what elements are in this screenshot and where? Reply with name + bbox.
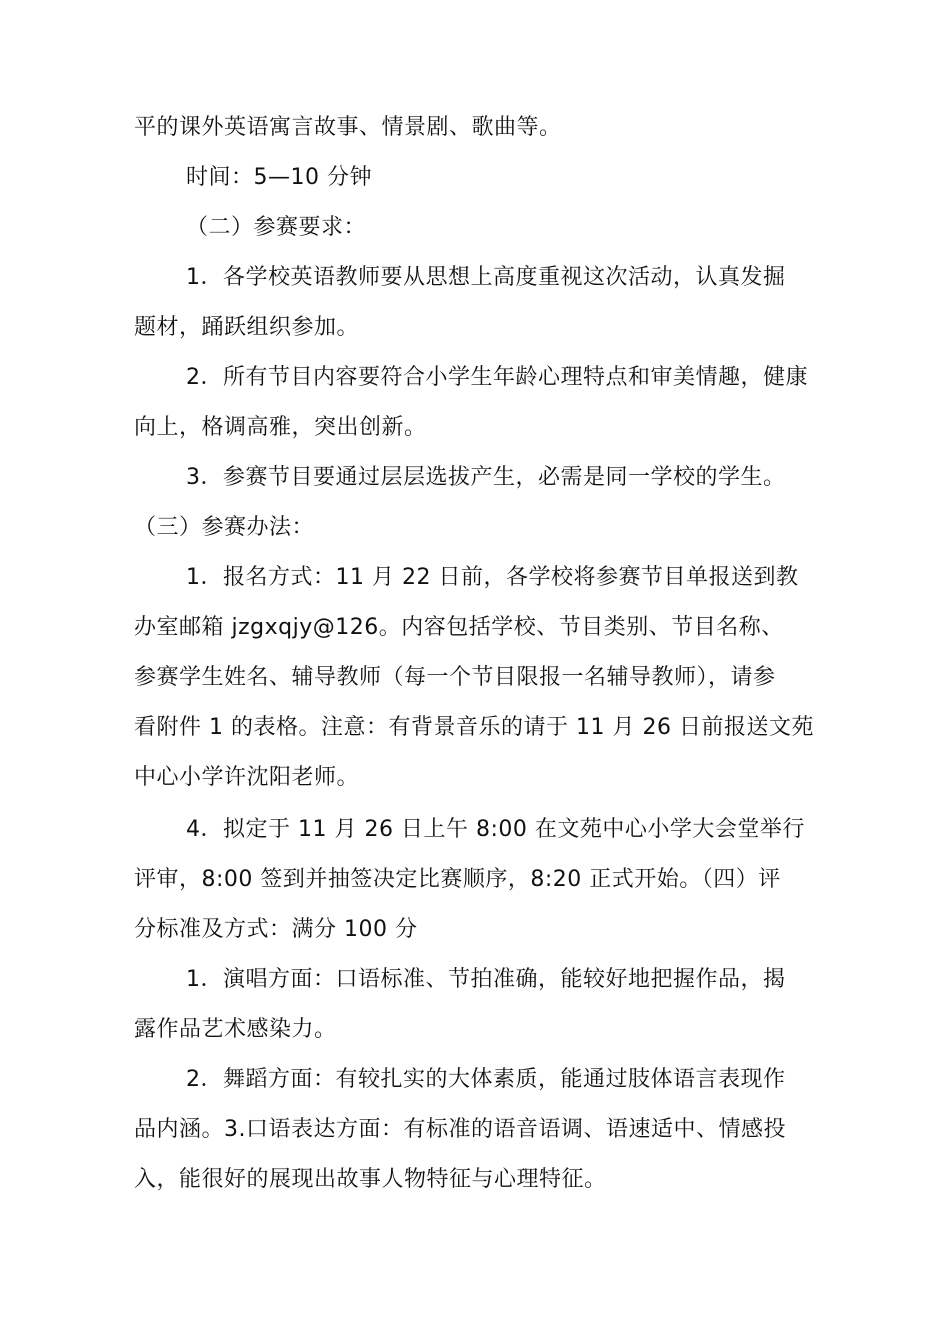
paragraph-line: 露作品艺术感染力。 bbox=[134, 1017, 337, 1042]
paragraph-line: 看附件 1 的表格。注意：有背景音乐的请于 11 月 26 日前报送文苑 bbox=[134, 715, 814, 740]
paragraph-line: 入，能很好的展现出故事人物特征与心理特征。 bbox=[134, 1167, 607, 1192]
paragraph-line: 题材，踊跃组织参加。 bbox=[134, 315, 360, 340]
paragraph-line: 分标准及方式：满分 100 分 bbox=[134, 917, 418, 942]
paragraph-line: 品内涵。3.口语表达方面：有标准的语音语调、语速适中、情感投 bbox=[134, 1117, 786, 1142]
paragraph-line: 参赛学生姓名、辅导教师（每一个节目限报一名辅导教师），请参 bbox=[134, 665, 776, 690]
paragraph-line: 评审，8:00 签到并抽签决定比赛顺序，8:20 正式开始。（四）评 bbox=[134, 867, 781, 892]
paragraph-line: 1．各学校英语教师要从思想上高度重视这次活动，认真发掘 bbox=[186, 265, 786, 290]
paragraph-line: 2．所有节目内容要符合小学生年龄心理特点和审美情趣，健康 bbox=[186, 365, 808, 390]
paragraph-line: 4．拟定于 11 月 26 日上午 8:00 在文苑中心小学大会堂举行 bbox=[186, 817, 805, 842]
paragraph-line: 2．舞蹈方面：有较扎实的大体素质，能通过肢体语言表现作 bbox=[186, 1067, 786, 1092]
section-heading: （二）参赛要求： bbox=[186, 215, 367, 240]
paragraph-line: 平的课外英语寓言故事、情景剧、歌曲等。 bbox=[134, 115, 562, 140]
paragraph-line: 时间：5—10 分钟 bbox=[186, 165, 372, 190]
section-heading: （三）参赛办法： bbox=[134, 515, 315, 540]
paragraph-line: 1．报名方式：11 月 22 日前，各学校将参赛节目单报送到教 bbox=[186, 565, 799, 590]
paragraph-line: 办室邮箱 jzgxqjy@126。内容包括学校、节目类别、节目名称、 bbox=[134, 615, 784, 640]
paragraph-line: 中心小学许沈阳老师。 bbox=[134, 765, 360, 790]
paragraph-line: 3．参赛节目要通过层层选拔产生，必需是同一学校的学生。 bbox=[186, 465, 786, 490]
paragraph-line: 1．演唱方面：口语标准、节拍准确，能较好地把握作品，揭 bbox=[186, 967, 786, 992]
paragraph-line: 向上，格调高雅，突出创新。 bbox=[134, 415, 427, 440]
